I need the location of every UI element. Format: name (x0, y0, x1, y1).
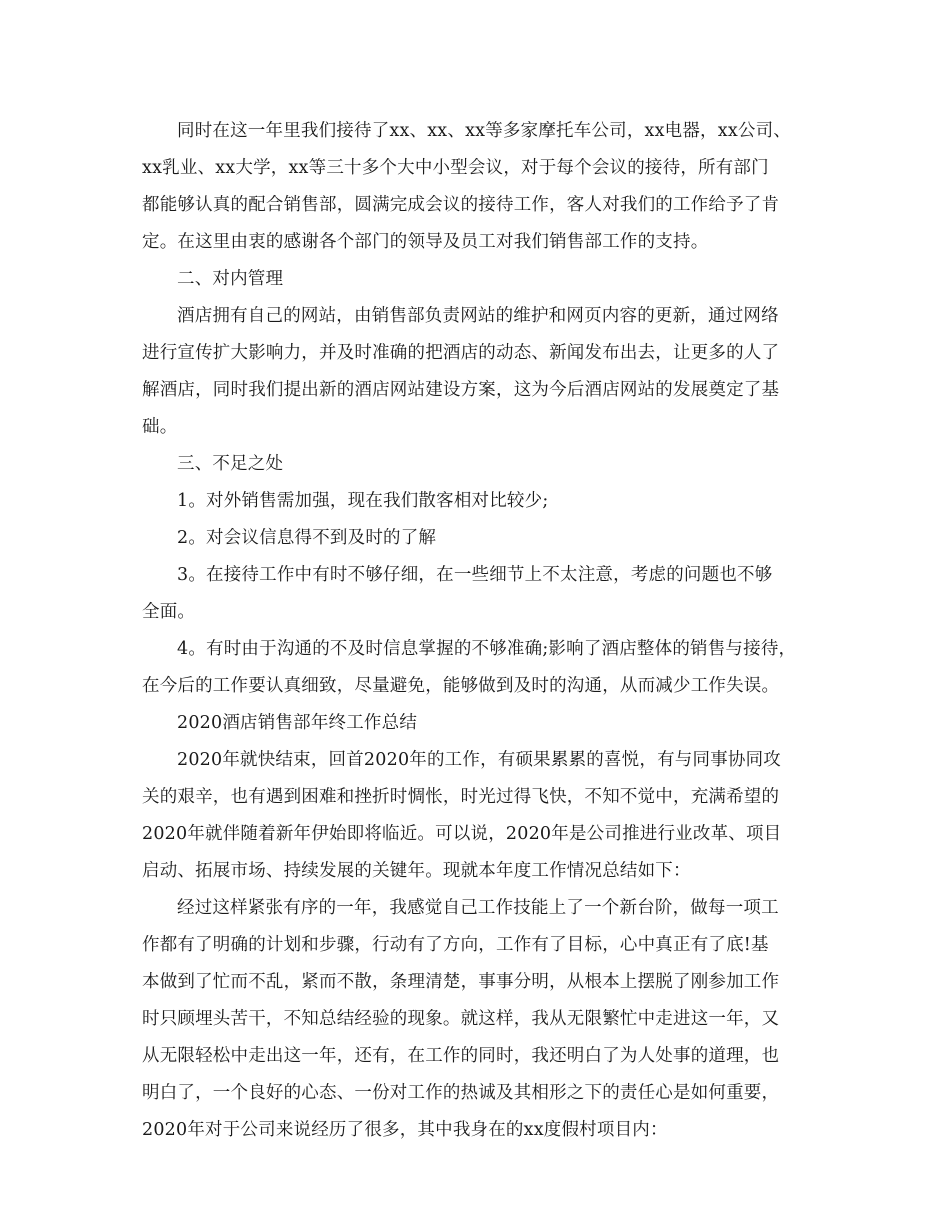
text-line: 关的艰辛，也有遇到困难和挫折时惆怅，时光过得飞快，不知不觉中，充满希望的 (142, 787, 780, 807)
text-line: 在今后的工作要认真细致，尽量避免，能够做到及时的沟通，从而减少工作失误。 (142, 676, 780, 696)
text-line: 2020年就伴随着新年伊始即将临近。可以说，2020年是公司推进行业改革、项目 (142, 824, 782, 844)
text-line: 2020年对于公司来说经历了很多，其中我身在的xx度假村项目内： (142, 1120, 668, 1140)
text-line: 定。在这里由衷的感谢各个部门的领导及员工对我们销售部工作的支持。 (142, 232, 709, 252)
text-line: 作都有了明确的计划和步骤，行动有了方向，工作有了目标，心中真正有了底!基 (142, 935, 769, 955)
text-line: 明白了，一个良好的心态、一份对工作的热诚及其相形之下的责任心是如何重要， (142, 1083, 780, 1103)
text-line: 都能够认真的配合销售部，圆满完成会议的接待工作，客人对我们的工作给予了肯 (142, 195, 780, 215)
text-line: 酒店拥有自己的网站，由销售部负责网站的维护和网页内容的更新，通过网络 (177, 306, 779, 326)
text-line: 全面。 (142, 602, 196, 622)
list-item: 2。对会议信息得不到及时的了解 (177, 528, 437, 548)
list-item: 4。有时由于沟通的不及时信息掌握的不够准确;影响了酒店整体的销售与接待， (177, 639, 797, 659)
text-line: 进行宣传扩大影响力，并及时准确的把酒店的动态、新闻发布出去，让更多的人了 (142, 343, 780, 363)
list-item: 3。在接待工作中有时不够仔细，在一些细节上不太注意，考虑的问题也不够 (177, 565, 773, 585)
section-heading: 三、不足之处 (177, 454, 284, 474)
text-line: 本做到了忙而不乱，紧而不散，条理清楚，事事分明，从根本上摆脱了刚参加工作 (142, 972, 780, 992)
text-line: 启动、拓展市场、持续发展的关键年。现就本年度工作情况总结如下： (142, 861, 691, 881)
text-line: 2020年就快结束，回首2020年的工作，有硕果累累的喜悦，有与同事协同攻 (177, 750, 781, 770)
section-heading: 二、对内管理 (177, 269, 284, 289)
text-line: 同时在这一年里我们接待了xx、xx、xx等多家摩托车公司，xx电器，xx公司、 (177, 121, 791, 141)
text-line: 经过这样紧张有序的一年，我感觉自己工作技能上了一个新台阶，做每一项工 (177, 898, 779, 918)
text-line: 础。 (142, 417, 178, 437)
section-title: 2020酒店销售部年终工作总结 (177, 713, 418, 733)
text-line: 解酒店，同时我们提出新的酒店网站建设方案，这为今后酒店网站的发展奠定了基 (142, 380, 780, 400)
text-line: 从无限轻松中走出这一年，还有，在工作的同时，我还明白了为人处事的道理，也 (142, 1046, 780, 1066)
list-item: 1。对外销售需加强，现在我们散客相对比较少; (177, 491, 549, 511)
text-line: xx乳业、xx大学，xx等三十多个大中小型会议，对于每个会议的接待，所有部门 (142, 158, 769, 178)
text-line: 时只顾埋头苦干，不知总结经验的现象。就这样，我从无限繁忙中走进这一年，又 (142, 1009, 780, 1029)
